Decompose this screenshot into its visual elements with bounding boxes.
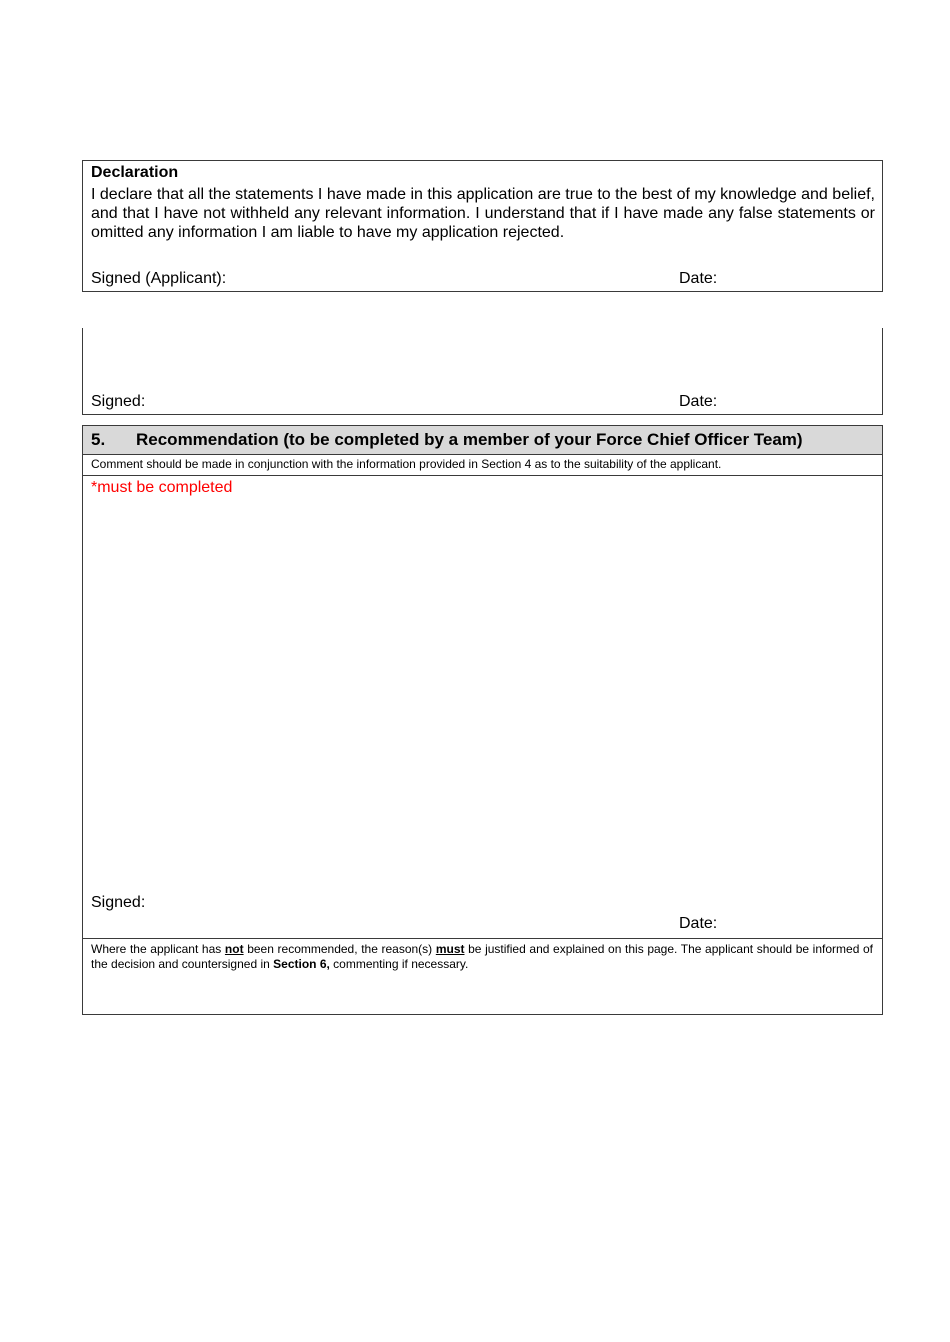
section-footer [83,938,882,1015]
footer-section-ref: Section 6, [273,957,330,971]
footer-text [91,942,873,972]
section-header [83,426,882,455]
applicant-date-label: Date: [679,270,718,287]
section-note-text: Comment should be made in conjunction with the information provided in Section 4 as to the suitability of the applicant. [91,457,722,471]
section-title: Recommendation (to be completed by a member of your Force Chief Officer Team) [136,430,803,449]
recommendation-date-label: Date: [679,915,718,932]
declaration-box [82,160,883,292]
footer-not-emphasis: not [224,942,244,956]
footer-must-emphasis: must [435,942,465,956]
date-label: Date: [679,393,718,410]
required-notice: *must be completed [91,479,233,496]
signature-box [82,328,883,415]
recommendation-section [82,425,883,1015]
signed-label: Signed: [91,393,146,410]
footer-part-4: commenting if necessary. [329,957,469,971]
recommendation-signed-label: Signed: [91,894,146,911]
footer-part-2: been recommended, the reason(s) [243,942,436,956]
section-note [83,454,882,476]
footer-part-3: be justified and explained on this page. The applicant should be informed of the decision and countersigned in [91,942,873,971]
section-number: 5. [91,430,106,449]
applicant-signed-label: Signed (Applicant): [91,270,227,287]
declaration-title: Declaration [91,164,179,181]
declaration-text: I declare that all the statements I have made in this application are true to the best of my knowledge and belief, and that I have not withheld any relevant information. I understand that if I have made any false statements or omitted any information I am liable to have my application rejected. [91,186,875,241]
footer-part-1: Where the applicant has [91,942,225,956]
